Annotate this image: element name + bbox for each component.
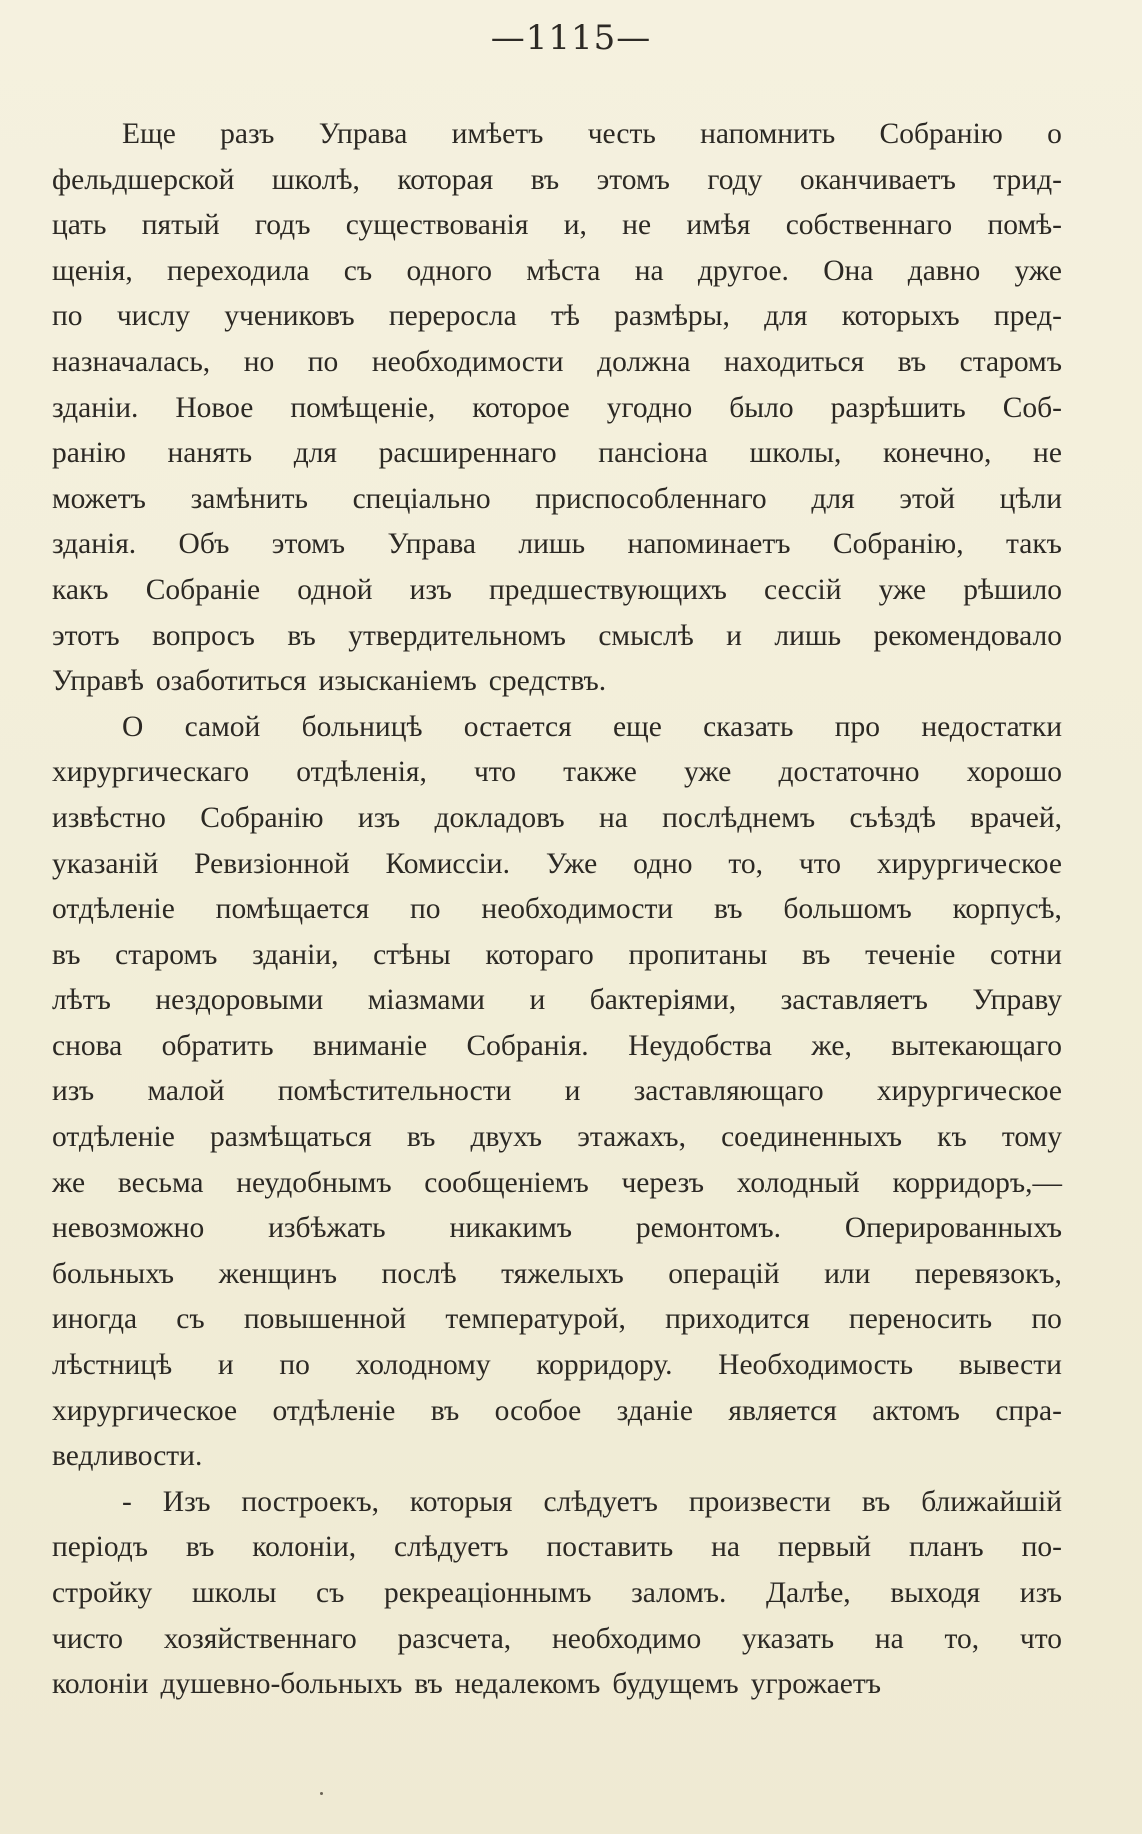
text-line: періодъ въ колоніи, слѣдуетъ поставить на первый планъ по-	[52, 1531, 1062, 1564]
text-line: щенія, переходила съ одного мѣста на другое. Она давно уже	[52, 254, 1062, 287]
text-line: извѣстно Собранію изъ докладовъ на послѣднемъ съѣздѣ врачей,	[52, 801, 1062, 834]
text-line: отдѣленіе помѣщается по необходимости въ большомъ корпусѣ,	[52, 893, 1062, 926]
text-line: чисто хозяйственнаго разсчета, необходимо указать на то, что	[52, 1622, 1062, 1655]
text-line: невозможно избѣжать никакимъ ремонтомъ. Оперированныхъ	[52, 1212, 1062, 1245]
page-number: —1115—	[490, 18, 652, 58]
paragraph	[52, 705, 1062, 1480]
text-line: зданія. Объ этомъ Управа лишь напоминаетъ Собранію, такъ	[52, 528, 1062, 561]
body-text	[52, 112, 1062, 1708]
text-line: - Изъ построекъ, которыя слѣдуетъ произвести въ ближайшій	[122, 1485, 1062, 1518]
text-line: иногда съ повышенной температурой, приходится переносить по	[52, 1303, 1062, 1336]
text-line: отдѣленіе размѣщаться въ двухъ этажахъ, соединенныхъ къ тому	[52, 1121, 1062, 1154]
text-line: указаній Ревизіонной Комиссіи. Уже одно то, что хирургическое	[52, 847, 1062, 880]
text-line: же весьма неудобнымъ сообщеніемъ черезъ холодный корридоръ,—	[52, 1166, 1062, 1199]
text-line: Управѣ озаботиться изысканіемъ средствъ.	[52, 665, 607, 698]
text-line: зданіи. Новое помѣщеніе, которое угодно было разрѣшить Соб-	[52, 391, 1062, 424]
text-line: колоніи душевно-больныхъ въ недалекомъ будущемъ угрожаетъ	[52, 1668, 882, 1701]
text-line: Еще разъ Управа имѣетъ честь напомнить Собранію о	[122, 118, 1062, 150]
text-line: снова обратить вниманіе Собранія. Неудобства же, вытекающаго	[52, 1029, 1062, 1062]
paragraph	[52, 1480, 1062, 1708]
text-line: лѣтъ нездоровыми міазмами и бактеріями, заставляетъ Управу	[52, 984, 1062, 1017]
text-line: О самой больницѣ остается еще сказать про недостатки	[122, 710, 1062, 743]
text-line: ведливости.	[52, 1440, 203, 1473]
paragraph	[52, 112, 1062, 705]
text-line: стройку школы съ рекреаціоннымъ заломъ. Далѣе, выходя изъ	[52, 1577, 1062, 1609]
text-line: изъ малой помѣстительности и заставляющаго хирургическое	[52, 1075, 1062, 1108]
text-line: хирургическаго отдѣленія, что также уже достаточно хорошо	[52, 756, 1062, 789]
text-line: какъ Собраніе одной изъ предшествующихъ сессій уже рѣшило	[52, 573, 1062, 606]
text-line: хирургическое отдѣленіе въ особое зданіе является актомъ спра-	[52, 1394, 1062, 1427]
text-line: этотъ вопросъ въ утвердительномъ смыслѣ и лишь рекомендовало	[52, 619, 1062, 652]
ink-speck	[320, 1792, 323, 1795]
text-line: въ старомъ зданіи, стѣны котораго пропитаны въ теченіе сотни	[52, 938, 1062, 971]
text-line: назначалась, но по необходимости должна находиться въ старомъ	[52, 345, 1062, 378]
text-line: больныхъ женщинъ послѣ тяжелыхъ операцій или перевязокъ,	[52, 1257, 1062, 1290]
text-line: цать пятый годъ существованія и, не имѣя собственнаго помѣ-	[52, 209, 1062, 242]
text-line: можетъ замѣнить спеціально приспособленнаго для этой цѣли	[52, 482, 1062, 515]
text-line: лѣстницѣ и по холодному корридору. Необходимость вывести	[52, 1349, 1062, 1382]
text-line: ранію нанять для расширеннаго пансіона школы, конечно, не	[52, 437, 1062, 470]
text-line: по числу учениковъ переросла тѣ размѣры, для которыхъ пред-	[52, 300, 1062, 333]
text-line: фельдшерской школѣ, которая въ этомъ году оканчиваетъ трид-	[52, 163, 1062, 196]
